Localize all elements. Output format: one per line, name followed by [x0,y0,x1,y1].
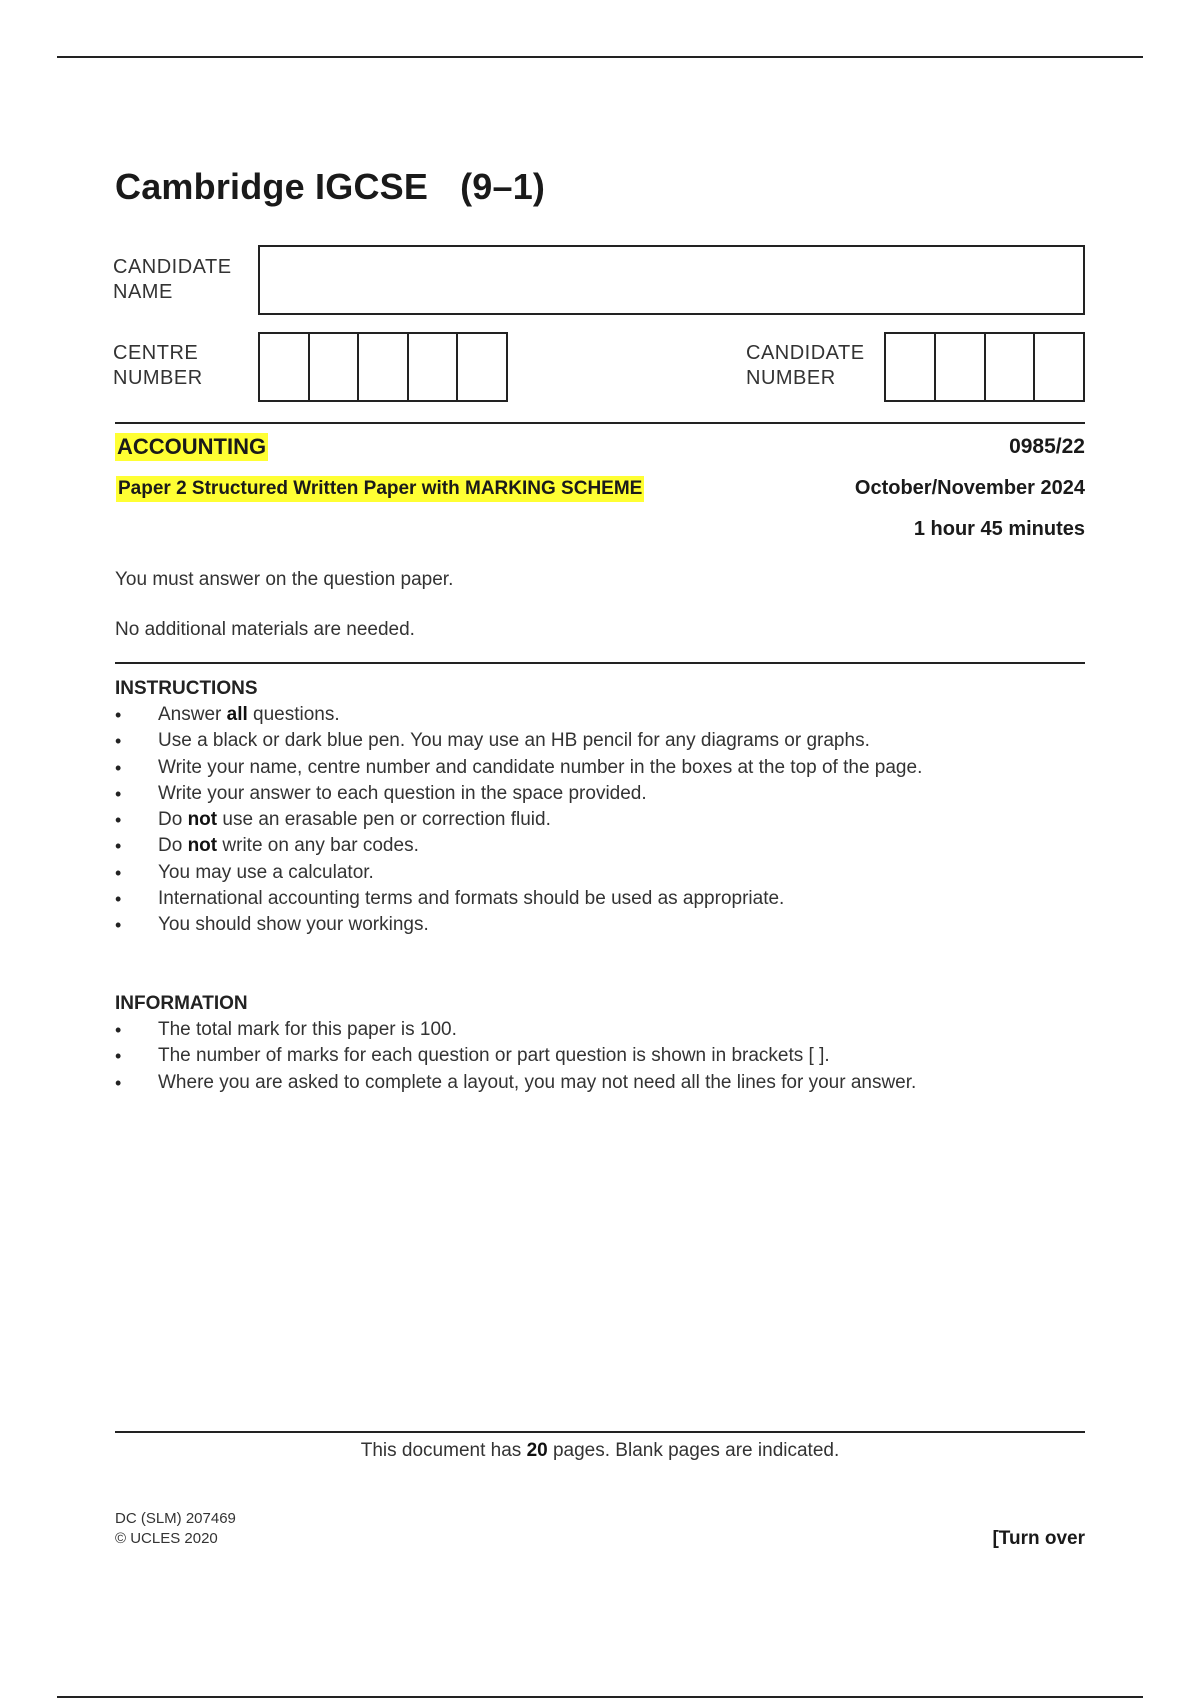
list-item-pre: Write your name, centre number and candidate number in the boxes at the top of the page. [158,756,923,778]
document-code-block [115,1509,236,1549]
notes-divider [115,662,1085,664]
list-item-pre: Write your answer to each question in the space provided. [158,782,647,804]
candidate-number-cell[interactable] [1035,334,1083,400]
candidate-number-label [746,341,865,391]
candidate-name-label [113,255,232,305]
list-item-pre: Do [158,809,188,831]
bottom-page-rule [57,1696,1143,1698]
list-item-pre: Where you are asked to complete a layout, you may not need all the lines for your answer. [158,1071,917,1093]
page-count-number: 20 [526,1440,548,1461]
candidate-number-label-line2: NUMBER [746,367,836,389]
centre-number-cell[interactable] [359,334,409,400]
centre-number-boxes[interactable] [258,332,508,402]
information-list [115,1017,1095,1096]
candidate-number-cell[interactable] [936,334,986,400]
list-item-pre: Answer [158,704,227,725]
list-item-post: questions. [247,704,340,725]
title-grade: (9–1) [460,166,546,207]
candidate-number-boxes[interactable] [884,332,1085,402]
copyright-notice: © UCLES 2020 [115,1530,218,1547]
list-item-pre: Use a black or dark blue pen. You may use an HB pencil for any diagrams or graphs. [158,730,870,752]
centre-number-cell[interactable] [260,334,310,400]
candidate-name-box[interactable] [258,245,1085,315]
list-item [115,833,1095,859]
paper-code: 0985/22 [1009,435,1085,458]
list-item [115,755,1095,781]
list-item-bold: all [226,704,248,725]
information-heading: INFORMATION [115,993,248,1014]
list-item-pre: The number of marks for each question or part question is shown in brackets [ ]. [158,1045,830,1067]
list-item [115,702,1095,728]
header-divider [115,422,1085,424]
turn-over-label: [Turn over [992,1528,1085,1549]
footer-divider [115,1431,1085,1433]
centre-number-cell[interactable] [310,334,360,400]
centre-number-label-line2: NUMBER [113,367,203,389]
candidate-name-label-line1: CANDIDATE [113,256,232,278]
list-item [115,728,1095,754]
instructions-heading: INSTRUCTIONS [115,678,258,699]
candidate-number-label-line1: CANDIDATE [746,342,865,364]
list-item-post: use an erasable pen or correction fluid. [217,809,551,831]
candidate-name-label-line2: NAME [113,281,173,303]
centre-number-label-line1: CENTRE [113,342,199,364]
instructions-list [115,702,1095,939]
page-title [115,166,545,208]
list-item-pre: Do [158,835,188,857]
list-item [115,912,1095,938]
document-code: DC (SLM) 207469 [115,1510,236,1527]
list-item [115,1043,1095,1069]
list-item [115,807,1095,833]
title-text: Cambridge IGCSE [115,166,429,207]
list-item-pre: You may use a calculator. [158,861,374,883]
exam-session: October/November 2024 [854,477,1085,499]
list-item [115,860,1095,886]
list-item [115,781,1095,807]
subject-name: ACCOUNTING [117,434,267,459]
page-count-post: pages. Blank pages are indicated. [547,1440,840,1461]
centre-number-cell[interactable] [458,334,506,400]
centre-number-cell[interactable] [409,334,459,400]
list-item-pre: International accounting terms and formats should be used as appropriate. [158,888,785,910]
candidate-number-cell[interactable] [886,334,936,400]
answer-note: You must answer on the question paper. [115,569,454,590]
top-page-rule [57,56,1143,58]
candidate-number-cell[interactable] [986,334,1036,400]
list-item-pre: The total mark for this paper is 100. [158,1019,457,1040]
materials-note: No additional materials are needed. [115,619,415,640]
exam-duration: 1 hour 45 minutes [913,518,1085,540]
page-count-note [0,1440,1200,1462]
list-item-bold: not [187,835,218,857]
list-item [115,1070,1095,1096]
list-item [115,886,1095,912]
list-item-bold: not [187,809,218,831]
list-item-pre: You should show your workings. [158,914,429,936]
centre-number-label [113,341,203,391]
paper-title: Paper 2 Structured Written Paper with MARKING SCHEME [116,476,644,502]
list-item-post: write on any bar codes. [217,835,419,857]
list-item [115,1017,1095,1043]
page-count-pre: This document has [360,1440,527,1461]
